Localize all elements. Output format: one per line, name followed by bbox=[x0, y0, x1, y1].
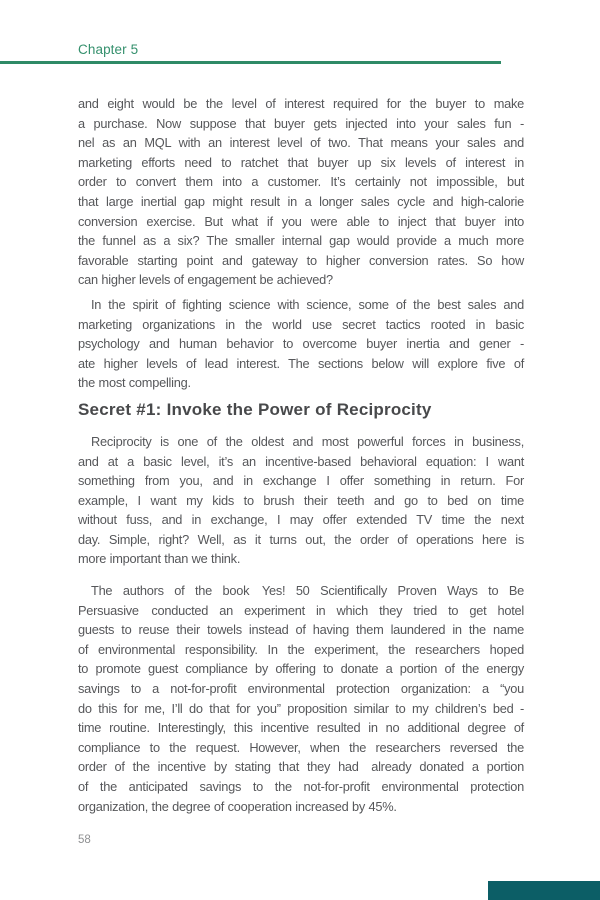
text-line: organization, the degree of cooperation increased by 45%. bbox=[78, 798, 397, 814]
text-line: savings to a not-for-profit environmental protection organization: a “you bbox=[78, 681, 524, 697]
text-line: of environmental responsibility. In the experiment, the researchers hoped bbox=[78, 641, 524, 657]
text-line: without fuss, and in exchange, I may offer extended TV time the next bbox=[78, 512, 524, 528]
text-line: and at a basic level, it’s an incentive-based behavioral equation: I want bbox=[78, 453, 524, 469]
paragraph bbox=[78, 94, 524, 290]
body-text bbox=[78, 94, 524, 821]
text-line: example, I want my kids to brush their teeth and go to bed on time bbox=[78, 492, 524, 508]
text-line: can higher levels of engagement be achieved? bbox=[78, 272, 333, 288]
section-heading: Secret #1: Invoke the Power of Reciprocity bbox=[78, 399, 432, 419]
text-line: and eight would be the level of interest required for the buyer to make bbox=[78, 96, 524, 111]
text-line: Persuasive conducted an experiment in which they tried to get hotel bbox=[78, 602, 524, 618]
text-line: marketing organizations in the world use secret tactics rooted in basic bbox=[78, 316, 524, 332]
text-line: order to convert them into a customer. It’s certainly not impossible, but bbox=[78, 174, 524, 190]
paragraph bbox=[78, 295, 524, 393]
viewer-toolbar-fragment[interactable] bbox=[488, 881, 600, 900]
paragraph bbox=[78, 581, 524, 816]
text-line: day. Simple, right? Well, as it turns out, the order of operations here is bbox=[78, 531, 524, 547]
text-line: In the spirit of fighting science with science, some of the best sales and bbox=[91, 296, 524, 312]
text-line: marketing efforts need to ratchet that buyer up six levels of interest in bbox=[78, 154, 524, 170]
page-number: 58 bbox=[78, 834, 91, 846]
text-line: favorable starting point and gateway to higher conversion rates. So how bbox=[78, 252, 524, 268]
text-line: do this for me, I’ll do that for you” proposition similar to my children’s bed - bbox=[78, 700, 524, 716]
text-line: the funnel as a six? The smaller internal gap would provide a much more bbox=[78, 233, 524, 249]
chapter-label: Chapter 5 bbox=[78, 42, 139, 57]
text-line: psychology and human behavior to overcome buyer inertia and gener - bbox=[78, 336, 524, 352]
text-line: order of the incentive by stating that they had already donated a portion bbox=[78, 759, 524, 775]
text-line: to promote guest compliance by offering to donate a portion of the energy bbox=[78, 661, 524, 677]
paragraph bbox=[78, 432, 524, 569]
text-line: nel as an MQL with an interest level of two. That means your sales and bbox=[78, 135, 524, 151]
text-line: guests to reuse their towels instead of having them laundered in the name bbox=[78, 622, 524, 638]
text-line: Reciprocity is one of the oldest and most powerful forces in business, bbox=[91, 433, 524, 449]
text-line: a purchase. Now suppose that buyer gets injected into your sales fun - bbox=[78, 115, 524, 131]
text-line: of the anticipated savings to the not-for-profit environmental protection bbox=[78, 779, 524, 794]
text-line: The authors of the book Yes! 50 Scientifically Proven Ways to Be bbox=[91, 583, 524, 599]
chapter-rule-divider bbox=[0, 61, 501, 64]
text-line: conversion exercise. But what if you were able to inject that buyer into bbox=[78, 213, 524, 229]
text-line: something from you, and in exchange I offer something in return. For bbox=[78, 473, 524, 489]
text-line: time routine. Interestingly, this incentive resulted in no additional degree of bbox=[78, 720, 524, 736]
text-line: that large inertial gap might result in a longer sales cycle and high-calorie bbox=[78, 193, 524, 209]
text-line: more important than we think. bbox=[78, 551, 241, 567]
text-line: compliance to the request. However, when the researchers reversed the bbox=[78, 739, 524, 755]
text-line: ate higher levels of lead interest. The sections below will explore five of bbox=[78, 355, 524, 371]
text-line: the most compelling. bbox=[78, 375, 191, 391]
